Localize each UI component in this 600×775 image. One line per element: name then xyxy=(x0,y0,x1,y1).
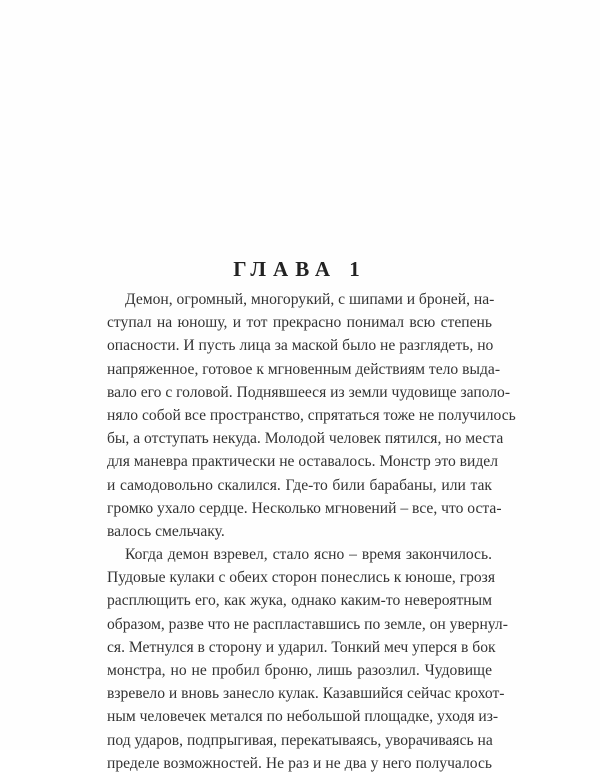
text-line: ным человечек метался по небольшой площадке, уходя из- xyxy=(107,708,499,726)
text-line: под ударов, подпрыгивая, перекатываясь, уворачиваясь на xyxy=(107,731,493,749)
text-line: для маневра практически не оставалось. Монстр это видел xyxy=(107,453,498,471)
text-line: опасности. И пусть лица за маской было не разглядеть, но xyxy=(107,337,494,355)
text-line: Демон, огромный, многорукий, с шипами и броней, на- xyxy=(125,291,495,308)
text-line: и самодовольно скалился. Где-то били барабаны, или так xyxy=(107,476,492,494)
text-line: няло собой все пространство, спрятаться тоже не получилось xyxy=(107,406,516,424)
text-line: вало его с головой. Поднявшееся из земли чудовище заполо- xyxy=(107,383,511,401)
text-line: валось смельчаку. xyxy=(107,522,225,540)
text-line: взревело и вновь занесло кулак. Казавшийся сейчас крохот- xyxy=(107,685,505,703)
chapter-title: ГЛАВА 1 xyxy=(233,257,367,281)
paragraph-2 xyxy=(107,543,508,775)
chapter-body xyxy=(107,288,516,775)
text-line: ступал на юношу, и тот прекрасно понимал всю степень xyxy=(107,314,492,332)
text-line: образом, разве что не распластавшись по земле, он увернул- xyxy=(107,615,508,633)
text-line: громко ухало сердце. Несколько мгновений – все, что оста- xyxy=(107,499,502,517)
text-line: Когда демон взревел, стало ясно – время закончилось. xyxy=(125,546,492,564)
paragraph-1 xyxy=(107,288,516,543)
text-line: расплющить его, как жука, однако каким-то невероятным xyxy=(107,592,492,610)
text-line: Пудовые кулаки с обеих сторон понеслись к юноше, грозя xyxy=(107,569,496,587)
text-line: ся. Метнулся в сторону и ударил. Тонкий меч уперся в бок xyxy=(107,638,496,656)
text-line: напряженное, готовое к мгновенным действиям тело выда- xyxy=(107,360,501,378)
text-line: монстра, но не пробил броню, лишь разозлил. Чудовище xyxy=(107,662,492,679)
text-line: бы, а отступать некуда. Молодой человек пятился, но места xyxy=(107,430,504,448)
text-line: пределе возможностей. Не раз и не два у него получалось xyxy=(107,754,492,772)
